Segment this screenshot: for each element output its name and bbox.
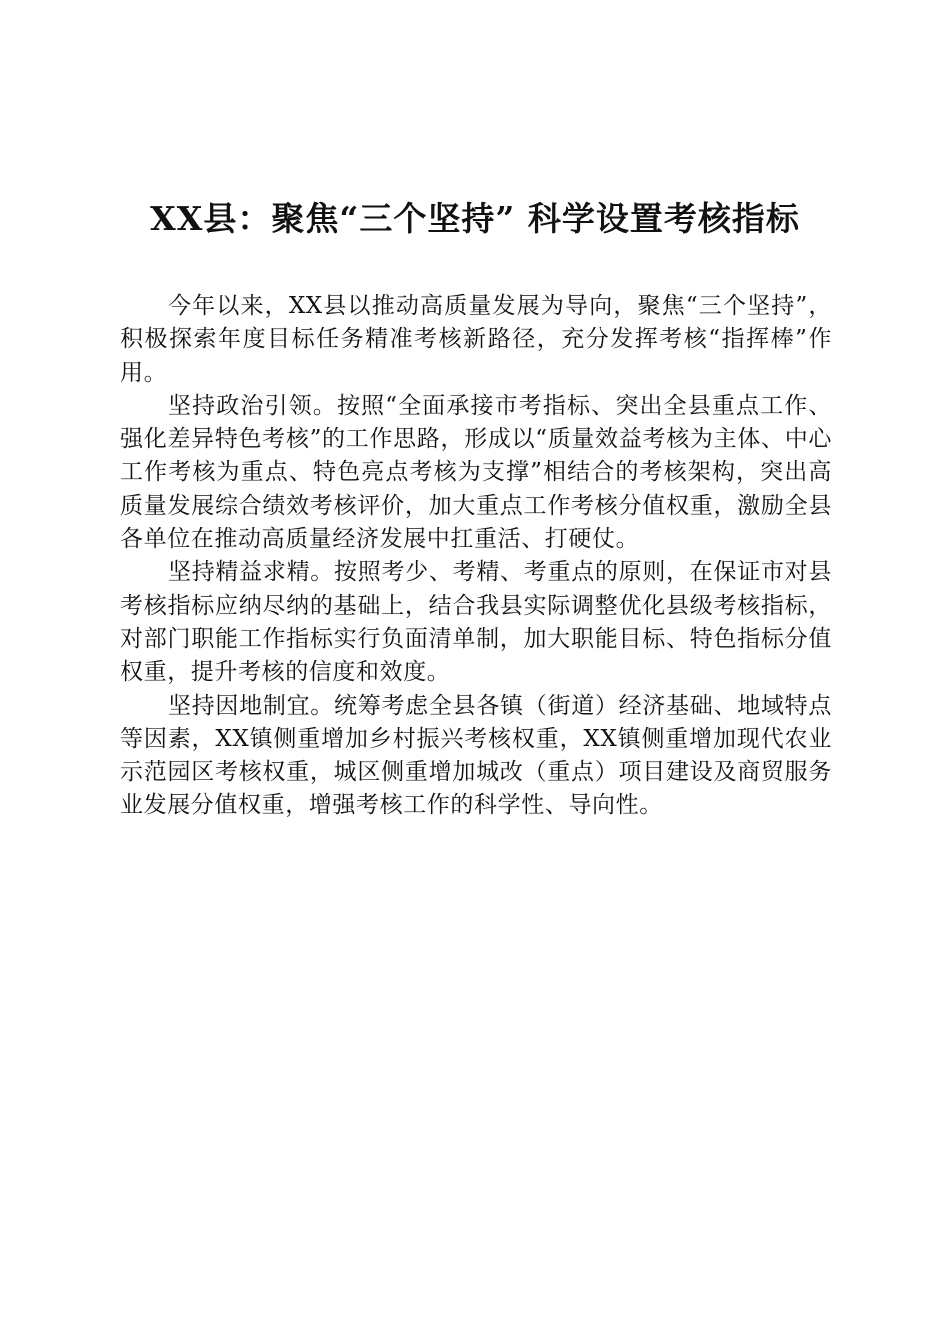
paragraph-political-guidance: 坚持政治引领。按照“全面承接市考指标、突出全县重点工作、强化差异特色考核”的工作思路，形成以“质量效益考核为主体、中心工作考核为重点、特色亮点考核为支撑”相结合的考核架构，突出高质量发展综合绩效考核评价，加大重点工作考核分值权重，激励全县各单位在推动高质量经济发展中扛重活、打硬仗。 (120, 392, 832, 553)
document-body (120, 290, 832, 823)
paragraph-local-conditions: 坚持因地制宜。统筹考虑全县各镇（街道）经济基础、地域特点等因素，XX镇侧重增加乡村振兴考核权重，XX镇侧重增加现代农业示范园区考核权重，城区侧重增加城改（重点）项目建设及商贸服务业发展分值权重，增强考核工作的科学性、导向性。 (120, 692, 832, 819)
paragraph-excellence: 坚持精益求精。按照考少、考精、考重点的原则，在保证市对县考核指标应纳尽纳的基础上，结合我县实际调整优化县级考核指标，对部门职能工作指标实行负面清单制，加大职能目标、特色指标分值权重，提升考核的信度和效度。 (120, 559, 832, 686)
paragraph-intro: 今年以来，XX县以推动高质量发展为导向，聚焦“三个坚持”，积极探索年度目标任务精准考核新路径，充分发挥考核“指挥棒”作用。 (120, 293, 832, 386)
document-title: XX县：聚焦“三个坚持” 科学设置考核指标 (150, 199, 800, 238)
